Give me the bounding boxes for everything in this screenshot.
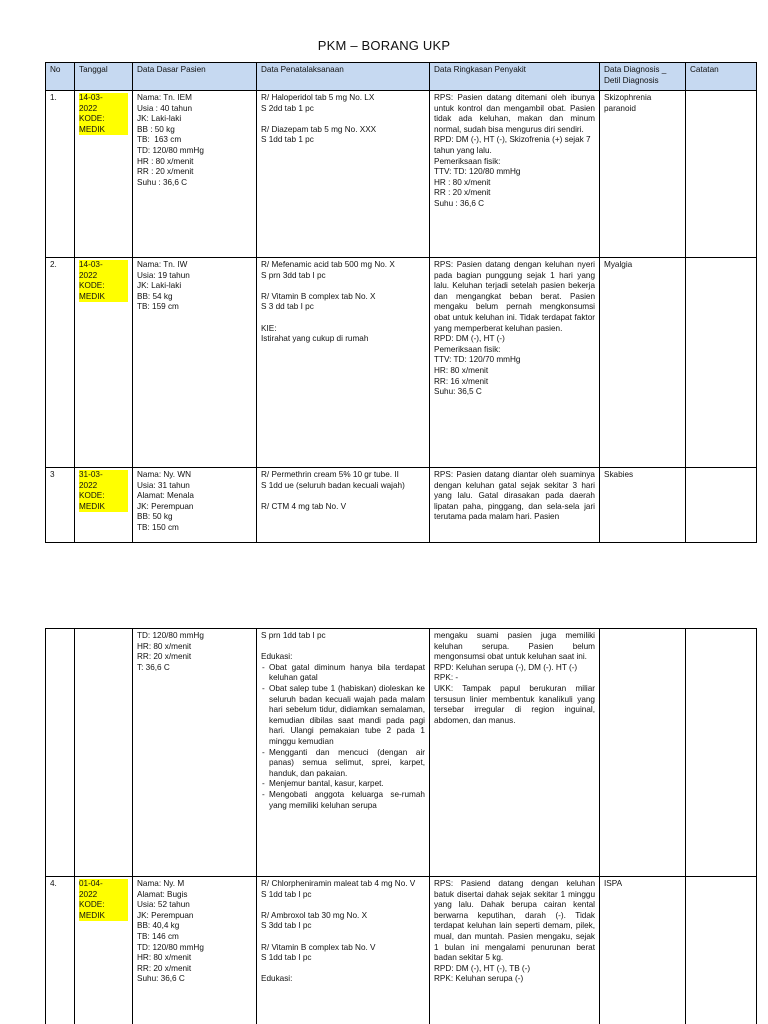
- treatment-line: R/ Diazepam tab 5 mg No. XXX: [261, 124, 377, 134]
- row-no: 3: [46, 468, 75, 543]
- row-ringkasan: [430, 629, 600, 877]
- row-pasien: [133, 258, 257, 468]
- summary-line: RPD: Keluhan serupa (-), DM (-). HT (-): [434, 662, 578, 672]
- ukp-table-page-1: [45, 62, 757, 543]
- patient-line: Nama: Tn. IW: [137, 260, 188, 269]
- treatment-line: R/ Haloperidol tab 5 mg No. LX: [261, 93, 375, 102]
- patient-line: RR: 20 x/menit: [137, 652, 192, 662]
- summary-paragraph: UKK: Tampak papul berukuran miliar tersusun linier membentuk kanalikuli yang tersebar irregular di region inguinal, abdomen, dan manus.: [434, 683, 595, 725]
- table-row: [46, 877, 757, 1024]
- summary-line: Suhu: 36,5 C: [434, 387, 482, 397]
- row-no: [46, 629, 75, 877]
- table-row-continuation: [46, 629, 757, 877]
- patient-line: Alamat: Bugis: [137, 889, 188, 899]
- row-no: 1.: [46, 91, 75, 258]
- treatment-line: R/ Mefenamic acid tab 500 mg No. X: [261, 260, 395, 269]
- patient-line: Nama: Tn. IEM: [137, 93, 192, 102]
- row-ringkasan: [430, 91, 600, 258]
- treatment-line: S 2dd tab 1 pc: [261, 103, 314, 113]
- treatment-line: S 1dd tab 1 pc: [261, 135, 314, 145]
- treatment-line: S 1dd tab I pc: [261, 889, 312, 899]
- blank-line: [261, 900, 425, 911]
- patient-line: TD: 120/80 mmHg: [137, 145, 204, 155]
- header-ringkasan: Data Ringkasan Penyakit: [430, 63, 600, 91]
- row-tanggal: [75, 91, 133, 258]
- treatment-line: KIE:: [261, 323, 277, 333]
- treatment-line: S prn 1dd tab I pc: [261, 631, 326, 640]
- blank-line: [261, 313, 425, 324]
- date-line: 14-03-: [79, 93, 128, 104]
- date-line: 31-03-: [79, 470, 128, 481]
- patient-line: TD: 120/80 mmHg: [137, 631, 204, 640]
- row-penatalaksanaan: [257, 468, 430, 543]
- row-pasien: [133, 877, 257, 1024]
- row-diagnosis: [600, 629, 686, 877]
- row-penatalaksanaan: [257, 877, 430, 1024]
- row-ringkasan: [430, 468, 600, 543]
- treatment-line: R/ Ambroxol tab 30 mg No. X: [261, 910, 368, 920]
- list-item: - Obat salep tube 1 (habiskan) dioleskan ke seluruh badan kecuali wajah pada malam hari sebelum tidur, didiamkan semalaman, kemudian dibilas saat mandi pada pagi hari. Ulangi pemakaian tube 2 pada 1 minggu kemudian: [261, 684, 425, 748]
- patient-line: T: 36,6 C: [137, 662, 170, 672]
- code-line: KODE:: [79, 281, 128, 292]
- patient-line: TB: 150 cm: [137, 522, 179, 532]
- code-line: MEDIK: [79, 502, 128, 513]
- treatment-line: S prn 3dd tab I pc: [261, 270, 326, 280]
- list-item: - Mengobati anggota keluarga se-rumah yang memiliki keluhan serupa: [261, 790, 425, 811]
- patient-line: Alamat: Menala: [137, 491, 194, 501]
- summary-paragraph: mengaku suami pasien juga memiliki keluhan serupa. Pasien belum mengonsumsi obat untuk keluhan saat ini.: [434, 631, 595, 662]
- table-row: [46, 91, 757, 258]
- treatment-line: R/ Vitamin B complex tab No. V: [261, 942, 376, 952]
- summary-line: RPD: DM (-), HT (-): [434, 334, 505, 344]
- patient-line: JK: Perempuan: [137, 910, 194, 920]
- row-tanggal: [75, 629, 133, 877]
- summary-line: TTV: TD: 120/70 mmHg: [434, 355, 521, 365]
- patient-line: TB: 146 cm: [137, 931, 179, 941]
- row-tanggal: [75, 468, 133, 543]
- education-list: [261, 663, 425, 811]
- code-line: MEDIK: [79, 292, 128, 303]
- treatment-line: Edukasi:: [261, 974, 293, 984]
- date-line: 2022: [79, 271, 128, 282]
- treatment-line: S 3 dd tab I pc: [261, 302, 314, 312]
- summary-line: HR : 80 x/menit: [434, 177, 491, 187]
- header-diagnosis: Data Diagnosis _ Detil Diagnosis: [600, 63, 686, 91]
- code-line: MEDIK: [79, 125, 128, 136]
- summary-line: HR: 80 x/menit: [434, 365, 489, 375]
- row-ringkasan: [430, 877, 600, 1024]
- patient-line: Suhu : 36,6 C: [137, 177, 188, 187]
- header-penatalaksanaan: Data Penatalaksanaan: [257, 63, 430, 91]
- patient-line: BB : 50 kg: [137, 124, 175, 134]
- header-no: No: [46, 63, 75, 91]
- code-line: KODE:: [79, 114, 128, 125]
- treatment-line: Istirahat yang cukup di rumah: [261, 334, 369, 344]
- treatment-line: S 3dd tab I pc: [261, 921, 312, 931]
- treatment-line: S 1dd tab I pc: [261, 953, 312, 963]
- row-catatan: [686, 877, 757, 1024]
- date-line: 2022: [79, 890, 128, 901]
- row-diagnosis: Skabies: [600, 468, 686, 543]
- patient-line: Suhu: 36,6 C: [137, 974, 185, 984]
- ukp-table-page-2: [45, 628, 757, 1024]
- summary-paragraph: RPS: Pasien datang dengan keluhan nyeri pada bagian punggung sejak 1 hari yang lalu. Keluhan terjadi setelah pasien bekerja dan mengangkat beban berat. Pasien mengaku belum pernah mengkonsumsi obat untuk keluhan ini. Tidak terdapat faktor yang memperberat keluhan pasien.: [434, 260, 595, 333]
- patient-line: TB: 163 cm: [137, 135, 182, 145]
- blank-line: [261, 281, 425, 292]
- patient-line: BB: 54 kg: [137, 291, 173, 301]
- patient-line: Usia: 52 tahun: [137, 900, 190, 910]
- list-item: - Obat gatal diminum hanya bila terdapat keluhan gatal: [261, 663, 425, 684]
- row-tanggal: [75, 877, 133, 1024]
- patient-line: Usia : 40 tahun: [137, 103, 193, 113]
- summary-line: RR : 20 x/menit: [434, 188, 491, 198]
- patient-line: HR: 80 x/menit: [137, 953, 192, 963]
- summary-line: TTV: TD: 120/80 mmHg: [434, 167, 521, 177]
- row-pasien: [133, 468, 257, 543]
- summary-paragraph: RPS: Pasien datang ditemani oleh ibunya untuk kontrol dan mengambil obat. Pasien tidak ada keluhan, makan dan minum normal, sudah bisa mengurus diri sendiri.: [434, 93, 595, 134]
- patient-line: JK: Perempuan: [137, 501, 194, 511]
- table-row: [46, 468, 757, 543]
- list-item: - Menjemur bantal, kasur, karpet.: [261, 779, 425, 790]
- summary-paragraph: RPS: Pasien datang diantar oleh suaminya dengan keluhan gatal sejak sekitar 3 hari yang lalu. Gatal dirasakan pada daerah lipatan paha, pinggang, dan sela-sela jari terutama pada malam hari. Pasien: [434, 470, 595, 522]
- blank-line: [261, 491, 425, 502]
- code-line: KODE:: [79, 900, 128, 911]
- row-diagnosis: Myalgia: [600, 258, 686, 468]
- patient-line: BB: 50 kg: [137, 512, 173, 522]
- summary-line: RPD: DM (-), HT (-), TB (-): [434, 963, 531, 973]
- patient-line: RR : 20 x/menit: [137, 167, 194, 177]
- patient-line: HR : 80 x/menit: [137, 156, 194, 166]
- date-line: 2022: [79, 104, 128, 115]
- header-pasien: Data Dasar Pasien: [133, 63, 257, 91]
- blank-line: [261, 964, 425, 975]
- date-line: 14-03-: [79, 260, 128, 271]
- row-pasien: [133, 629, 257, 877]
- patient-line: Usia: 19 tahun: [137, 270, 190, 280]
- treatment-line: R/ Chlorpheniramin maleat tab 4 mg No. V: [261, 879, 416, 888]
- header-row: [46, 63, 757, 91]
- blank-line: [261, 642, 425, 653]
- date-line: 01-04-: [79, 879, 128, 890]
- row-pasien: [133, 91, 257, 258]
- row-no: 4.: [46, 877, 75, 1024]
- list-item: - Mengganti dan mencuci (dengan air panas) semua selimut, sprei, karpet, handuk, dan pakaian.: [261, 748, 425, 780]
- table-row: [46, 258, 757, 468]
- patient-line: Usia: 31 tahun: [137, 480, 190, 490]
- blank-line: [261, 114, 425, 125]
- patient-line: TD: 120/80 mmHg: [137, 942, 204, 952]
- row-penatalaksanaan: [257, 91, 430, 258]
- treatment-line: R/ Vitamin B complex tab No. X: [261, 291, 376, 301]
- summary-line: RPK: Keluhan serupa (-): [434, 974, 524, 984]
- row-diagnosis: Skizophrenia paranoid: [600, 91, 686, 258]
- patient-line: BB: 40,4 kg: [137, 921, 180, 931]
- row-no: 2.: [46, 258, 75, 468]
- page-title: PKM – BORANG UKP: [317, 38, 451, 53]
- row-tanggal: [75, 258, 133, 468]
- treatment-line: Edukasi:: [261, 652, 293, 662]
- treatment-line: R/ CTM 4 mg tab No. V: [261, 501, 347, 511]
- summary-line: Pemeriksaan fisik:: [434, 156, 501, 166]
- code-line: MEDIK: [79, 911, 128, 922]
- patient-line: Nama: Ny. M: [137, 879, 185, 888]
- summary-line: RR: 16 x/menit: [434, 376, 489, 386]
- row-ringkasan: [430, 258, 600, 468]
- patient-line: HR: 80 x/menit: [137, 641, 192, 651]
- blank-line: [261, 932, 425, 943]
- patient-line: RR: 20 x/menit: [137, 963, 192, 973]
- summary-line: Pemeriksaan fisik:: [434, 344, 501, 354]
- patient-line: JK: Laki-laki: [137, 114, 182, 124]
- summary-line: RPD: DM (-), HT (-), Skizofrenia (+) sejak 7 tahun yang lalu.: [434, 135, 593, 155]
- header-catatan: Catatan: [686, 63, 757, 91]
- row-catatan: [686, 629, 757, 877]
- patient-line: Nama: Ny. WN: [137, 470, 191, 479]
- treatment-line: S 1dd ue (seluruh badan kecuali wajah): [261, 480, 405, 490]
- patient-line: JK: Laki-laki: [137, 281, 182, 291]
- row-penatalaksanaan: [257, 258, 430, 468]
- patient-line: TB: 159 cm: [137, 302, 179, 312]
- row-penatalaksanaan: [257, 629, 430, 877]
- treatment-line: R/ Permethrin cream 5% 10 gr tube. II: [261, 470, 399, 479]
- row-diagnosis: ISPA: [600, 877, 686, 1024]
- code-line: KODE:: [79, 491, 128, 502]
- summary-paragraph: RPS: Pasiend datang dengan keluhan batuk disertai dahak sejak sekitar 1 minggu yang lalu. Dahak berupa cairan kental berwarna keputihan, darah (-). Tidak terdapat keluhan lain seperti demam, pilek, mual, dan muntah. Pasien mengaku, sejak 1 bulan ini mengalami penurunan berat badan sekitar 5 kg.: [434, 879, 595, 963]
- row-catatan: [686, 468, 757, 543]
- row-catatan: [686, 258, 757, 468]
- header-tanggal: Tanggal: [75, 63, 133, 91]
- summary-line: Suhu : 36,6 C: [434, 198, 485, 208]
- summary-line: RPK: -: [434, 673, 459, 683]
- row-catatan: [686, 91, 757, 258]
- date-line: 2022: [79, 481, 128, 492]
